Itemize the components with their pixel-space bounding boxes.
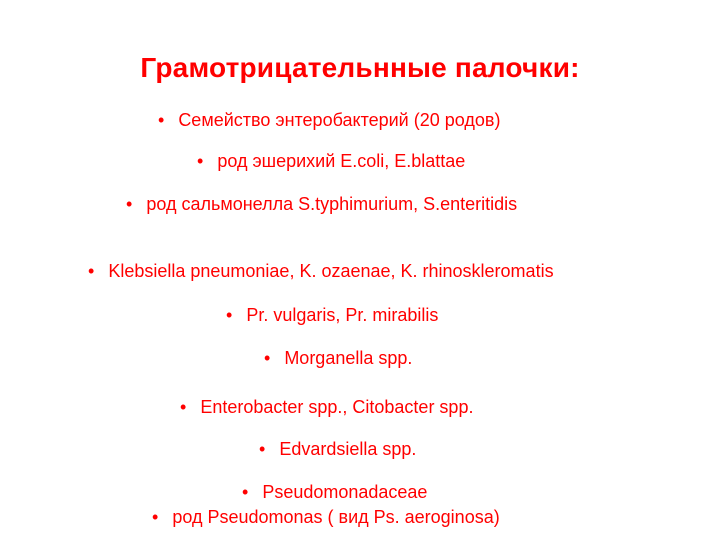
- item-text: Edvardsiella spp.: [279, 439, 417, 459]
- item-text: Klebsiella pneumoniae, K. ozaenae, K. rhinoskleromatis: [108, 261, 554, 281]
- list-item: [264, 347, 412, 369]
- list-item: [197, 150, 465, 172]
- slide-title: Грамотрицательнные палочки:: [140, 52, 580, 83]
- item-text: Pr. vulgaris, Pr. mirabilis: [246, 305, 439, 325]
- bullet-icon: •: [197, 151, 204, 171]
- bullet-icon: •: [226, 305, 233, 325]
- item-text: Семейство энтеробактерий (20 родов): [178, 110, 501, 130]
- bullet-icon: •: [152, 507, 159, 527]
- list-item: [180, 396, 473, 418]
- bullet-icon: •: [259, 439, 266, 459]
- item-text: род сальмонелла S.typhimurium, S.enteritidis: [146, 194, 518, 214]
- list-item: [259, 438, 416, 460]
- item-text: Pseudomonadaceae: [262, 482, 428, 502]
- list-item: [226, 304, 438, 326]
- item-text: род Pseudomonas ( вид Ps. aeroginosa): [172, 507, 500, 527]
- bullet-icon: •: [126, 194, 133, 214]
- bullet-icon: •: [180, 397, 187, 417]
- item-text: Morganella spp.: [284, 348, 413, 368]
- list-item: [158, 109, 500, 131]
- item-text: род эшерихий E.coli, E.blattae: [217, 151, 466, 171]
- bullet-icon: •: [88, 261, 95, 281]
- item-text: Enterobacter spp., Citobacter spp.: [200, 397, 474, 417]
- list-item: [88, 260, 554, 282]
- bullet-icon: •: [158, 110, 165, 130]
- bullet-icon: •: [242, 482, 249, 502]
- list-item: [152, 506, 500, 528]
- list-item: [242, 481, 427, 503]
- bullet-icon: •: [264, 348, 271, 368]
- list-item: [126, 193, 517, 215]
